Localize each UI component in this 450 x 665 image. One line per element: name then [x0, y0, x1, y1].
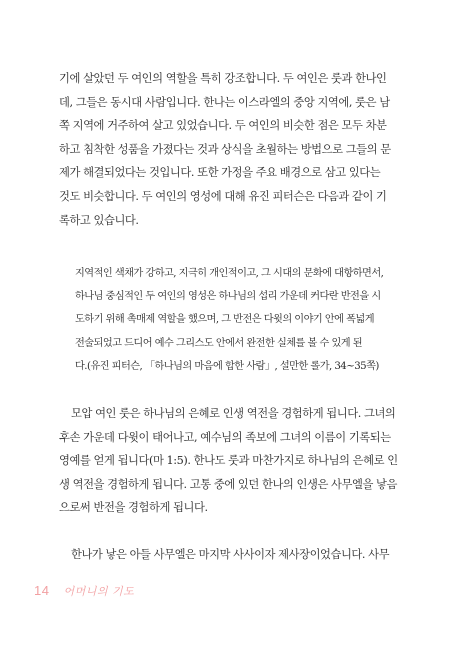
text-line: 한나가 낳은 아들 사무엘은 마지막 사사이자 제사장이었습니다. 사무: [71, 548, 390, 561]
body-paragraph-1: [59, 67, 399, 232]
text-line: 제가 해결되었다는 것입니다. 또한 가정을 주요 배경으로 삼고 있다는: [59, 166, 381, 180]
page-number: 14: [34, 583, 50, 598]
text-line: 기에 살았던 두 여인의 역할을 특히 강조합니다. 두 여인은 룻과 한나인: [59, 72, 387, 85]
quote-line: 지역적인 색채가 강하고, 지극히 개인적이고, 그 시대의 문화에 대항하면서,: [75, 268, 384, 279]
body-paragraph-3: [59, 543, 399, 567]
text-line: 으로써 반전을 경험하게 됩니다.: [59, 501, 208, 515]
quote-line: 다.(유진 피터슨, 「하나님의 마음에 합한 사람」, 설만한 롤가, 34~35쪽): [75, 360, 379, 372]
quote-line: 도하기 위해 촉매제 역할을 했으며, 그 반전은 다윗의 이야기 안에 폭넓게: [75, 314, 375, 326]
quote-line: 전술되었고 드디어 예수 그리스도 안에서 완전한 실체를 볼 수 있게 된: [75, 337, 363, 349]
text-line: 록하고 있습니다.: [59, 213, 139, 227]
text-line: 생 역전을 경험하게 됩니다. 고통 중에 있던 한나의 인생은 사무엘을 낳음: [59, 477, 397, 491]
body-paragraph-2: [59, 402, 399, 520]
text-line: 것도 비슷합니다. 두 여인의 영성에 대해 유진 피터슨은 다음과 같이 기: [59, 189, 387, 203]
text-line: 쪽 지역에 거주하여 살고 있었습니다. 두 여인의 비슷한 점은 모두 차분: [59, 119, 387, 133]
text-line: 영예를 얻게 됩니다(마 1:5). 한나도 룻과 마찬가지로 하나님의 은혜로 인: [59, 454, 398, 468]
page-footer: [34, 583, 134, 599]
running-title: 어머니의 기도: [63, 585, 135, 598]
text-line: 모압 여인 룻은 하나님의 은혜로 인생 역전을 경험하게 됩니다. 그녀의: [71, 407, 396, 420]
text-line: 후손 가운데 다윗이 태어나고, 예수님의 족보에 그녀의 이름이 기록되는: [59, 430, 391, 444]
text-line: 하고 침착한 성품을 가졌다는 것과 상식을 초월하는 방법으로 그들의 문: [59, 142, 391, 156]
text-line: 데, 그들은 동시대 사람입니다. 한나는 이스라엘의 중앙 지역에, 룻은 남: [59, 95, 390, 109]
quote-line: 하나님 중심적인 두 여인의 영성은 하나님의 섭리 가운데 커다란 반전을 시: [75, 291, 381, 303]
block-quote: [75, 262, 397, 378]
